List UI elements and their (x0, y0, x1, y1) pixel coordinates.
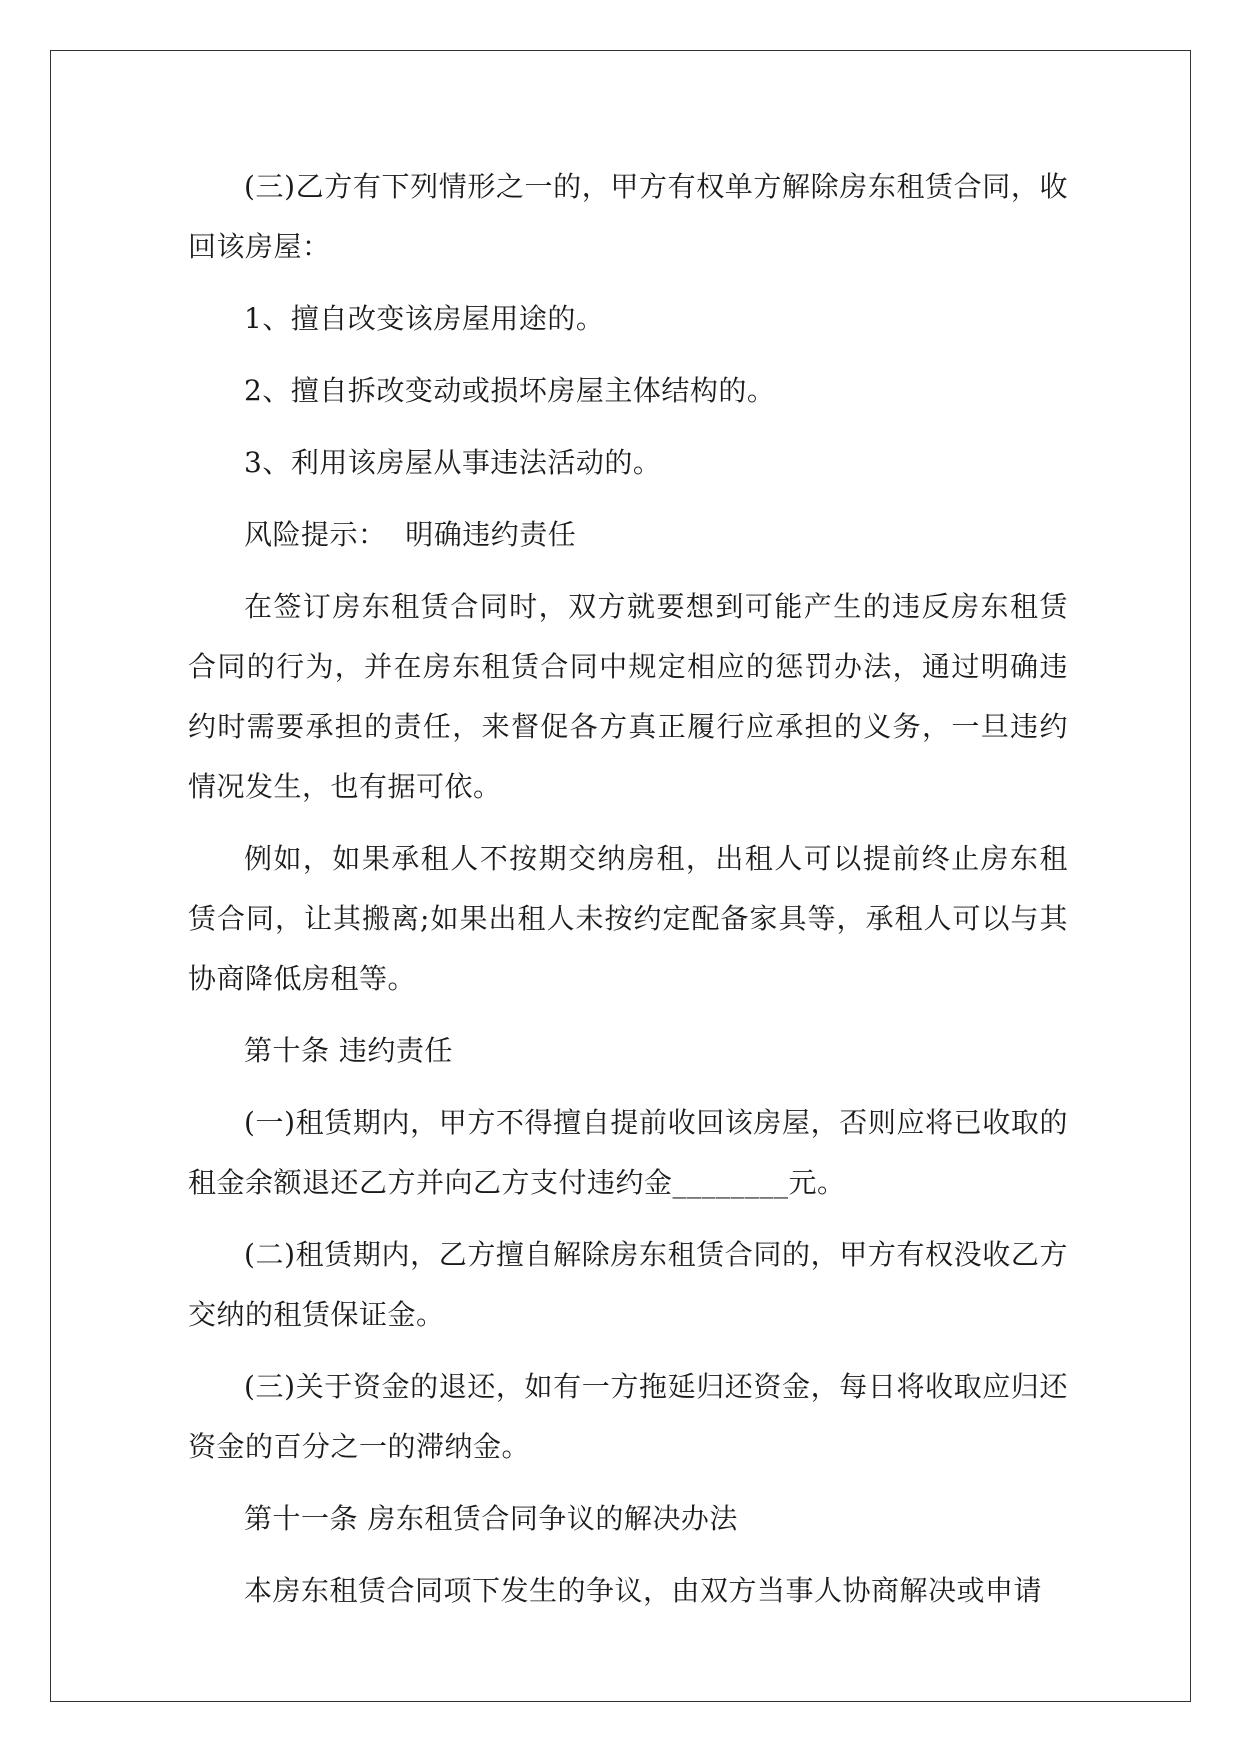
article-11-heading: 第十一条 房东租赁合同争议的解决办法 (244, 1502, 738, 1535)
clause-3-termination: (三)乙方有下列情形之一的，甲方有权单方解除房东租赁合同，收回该房屋： (188, 170, 1068, 263)
article-10-heading: 第十条 违约责任 (244, 1034, 453, 1067)
list-item-1: 1、擅自改变该房屋用途的。 (244, 302, 605, 335)
risk-tip-body: 在签订房东租赁合同时，双方就要想到可能产生的违反房东租赁合同的行为，并在房东租赁合同中规定相应的惩罚办法，通过明确违约时需要承担的责任，来督促各方真正履行应承担的义务，一旦违约情况发生，也有据可依。 (188, 590, 1068, 803)
document-body (188, 157, 1068, 1633)
example-paragraph: 例如，如果承租人不按期交纳房租，出租人可以提前终止房东租赁合同，让其搬离;如果出租人未按约定配备家具等，承租人可以与其协商降低房租等。 (188, 842, 1068, 995)
article-10-clause-3: (三)关于资金的退还，如有一方拖延归还资金，每日将收取应归还资金的百分之一的滞纳金。 (188, 1370, 1068, 1463)
article-10-clause-2: (二)租赁期内，乙方擅自解除房东租赁合同的，甲方有权没收乙方交纳的租赁保证金。 (188, 1238, 1068, 1331)
article-10-clause-1: (一)租赁期内，甲方不得擅自提前收回该房屋，否则应将已收取的租金余额退还乙方并向乙方支付违约金________元。 (188, 1106, 1068, 1199)
list-item-3: 3、利用该房屋从事违法活动的。 (244, 446, 662, 479)
risk-tip-heading: 风险提示： 明确违约责任 (244, 518, 577, 551)
article-11-body: 本房东租赁合同项下发生的争议，由双方当事人协商解决或申请 (244, 1574, 1043, 1607)
list-item-2: 2、擅自拆改变动或损坏房屋主体结构的。 (244, 374, 776, 407)
